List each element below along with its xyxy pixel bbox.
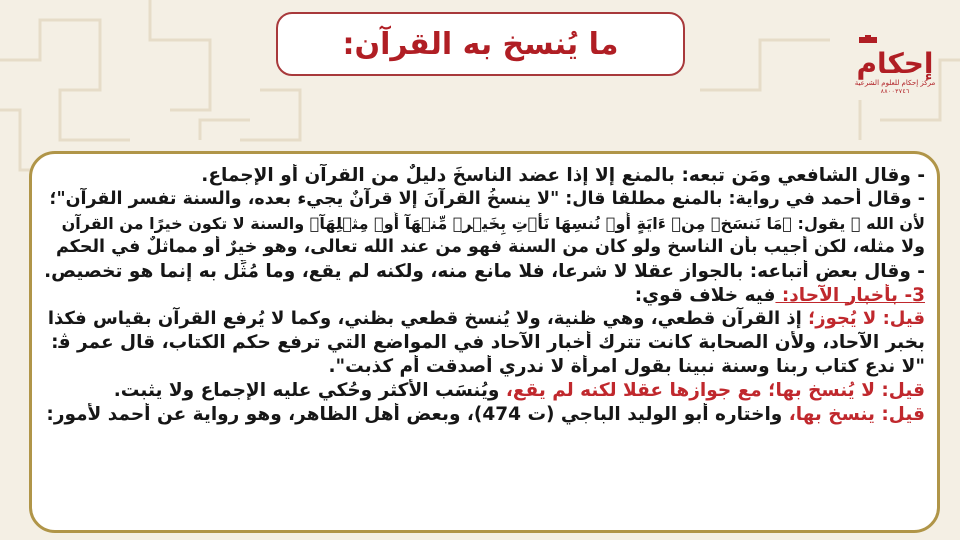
content-line [44,260,925,284]
logo-emblem-icon [845,35,945,45]
text-segment: - وقال بعض أتباعه: بالجواز عقلا لا شرعا، فلا مانع منه، ولكنه لم يقع، وما مُثِّل به إنما هو تخصيص. [44,260,925,282]
text-segment: بخبر الآحاد، ولأن الصحابة كانت تترك أخبار الآحاد في المواضع التي ترفع حكم الكتاب، قال عمر ﭬ: [51,332,925,354]
logo-code: ٨٨٠٠٣٧٤٦ [880,88,910,95]
text-segment: قيل: ينسخ بها، [782,404,925,426]
logo-name: إحكام [856,47,934,80]
text-segment: واختاره أبو الوليد الباجي (ت 474)، وبعض أهل الظاهر، وهو رواية عن أحمد لأمور: [46,404,783,426]
text-segment: "لا ندع كتاب ربنا وسنة نبينا بقول امرأة لا ندري أصدقت أم كذبت". [328,356,925,378]
text-segment: ويُنسَب الأكثر وحُكي عليه الإجماع ولا يثبت. [113,380,500,402]
content-line [44,355,925,379]
content-lines [44,164,925,427]
content-box [29,151,940,533]
content-line [44,236,925,260]
text-segment: قيل: لا يُجوز؛ [801,308,925,330]
text-segment: - وقال الشافعي ومَن تبعه: بالمنع إلا إذا عضد الناسخَ دليلٌ من القرآن أو الإجماع. [201,165,925,186]
text-segment: لأن الله ﷻ يقول: ﴿مَا نَنسَخۡ مِنۡ ءَايَةٍ أَوۡ نُنسِهَا نَأۡتِ بِخَيۡرٖ مِّنۡهَآ أَوۡ مِثۡلِهَآ﴾ والسنة لا تكون خيرًا من القرآن [61,213,925,233]
text-segment: - وقال أحمد في رواية: بالمنع مطلقا قال: "لا ينسخُ القرآنَ إلا قرآنٌ يجيء بعده، والسنة تفسر القرآن"؛ [49,188,925,209]
content-line [44,379,925,403]
logo [845,30,945,95]
content-line [44,307,925,331]
content-line [44,164,925,188]
content-line [44,188,925,212]
title-box [276,12,685,76]
content-line [44,403,925,427]
page-title: ما يُنسخ به القرآن: [342,26,619,62]
logo-subtitle: مركز إحكام للعلوم الشرعية [854,79,936,87]
content-line [44,284,925,308]
text-segment: 3- بأخبار الآحاد: [775,284,925,306]
text-segment: فيه خلاف قوي: [634,284,776,306]
text-segment: ولا مثله، لكن أجيب بأن الناسخ ولو كان من السنة فهو من عند الله تعالى، وهو خيرٌ أو مماثلٌ في الحكم [55,236,925,257]
text-segment: إذ القرآن قطعي، وهي ظنية، ولا يُنسخ قطعي بظني، وكما لا يُرفع القرآن بقياس فكذا [47,308,802,330]
content-line [44,331,925,355]
text-segment: قيل: لا يُنسخ بها؛ مع جوازها عقلا لكنه لم يقع، [499,380,925,402]
content-line [44,212,925,236]
